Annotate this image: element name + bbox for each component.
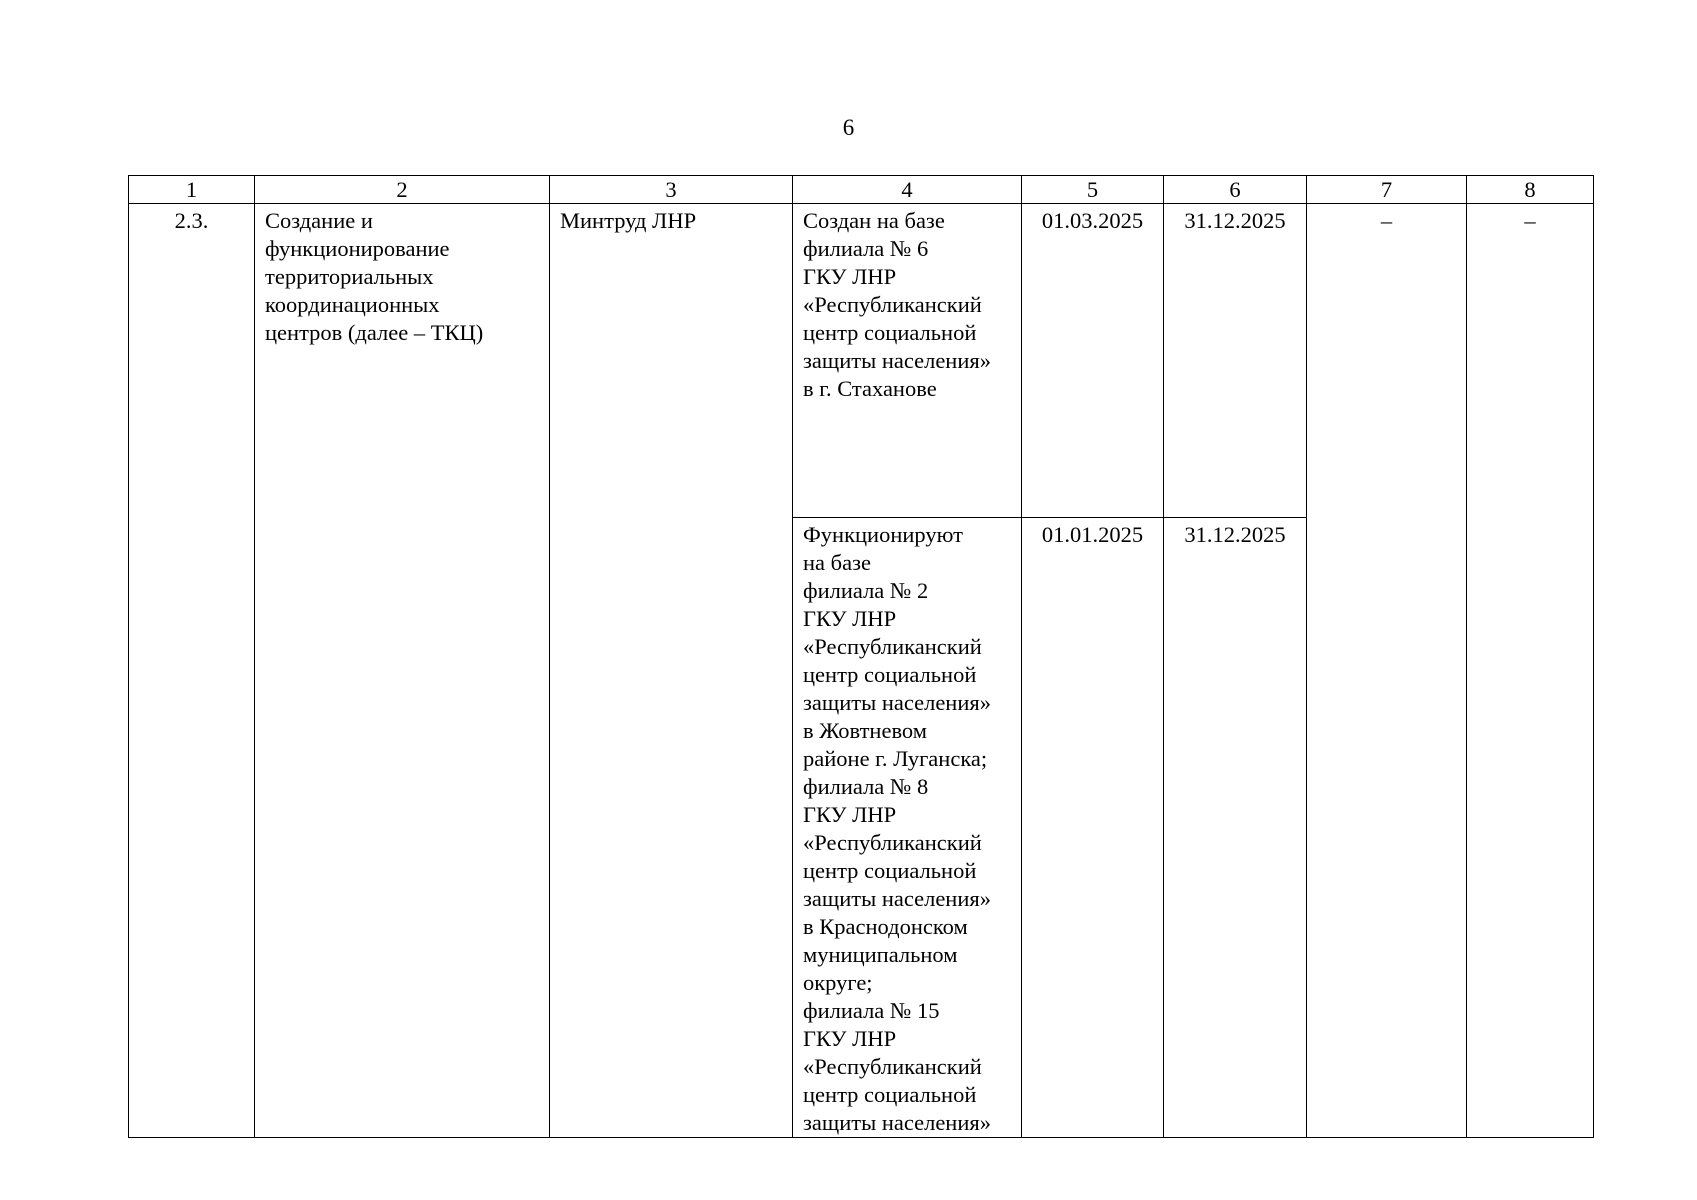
row-number-cell: [129, 204, 255, 1138]
responsible-executor: Минтруд ЛНР: [560, 208, 697, 233]
column-number-2: 2: [255, 176, 550, 204]
column-8-cell: [1467, 204, 1594, 1138]
column-number-6: 6: [1164, 176, 1307, 204]
row-number: 2.3.: [174, 208, 209, 233]
column-7-cell: [1307, 204, 1467, 1138]
start-date-1: 01.03.2025: [1041, 208, 1144, 233]
activity-cell: [255, 204, 550, 1138]
activities-table: [128, 175, 1594, 1138]
description-cell-1: [793, 204, 1022, 518]
description-2: Функционируют на базе филиала № 2 ГКУ ЛНР «Республиканский центр социальной защиты населения» в Жовтневом районе г. Луганска; филиала № 8 ГКУ ЛНР «Республиканский центр социальной защиты населения» в Краснодонском муниципальном округе; филиала № 15 ГКУ ЛНР «Республиканский центр социальной защиты населения»: [803, 522, 991, 1135]
column-number-5: 5: [1022, 176, 1164, 204]
column-number-3: 3: [550, 176, 793, 204]
end-date-cell-2: [1164, 518, 1307, 1138]
start-date-2: 01.01.2025: [1041, 522, 1144, 547]
responsible-cell: [550, 204, 793, 1138]
end-date-2: 31.12.2025: [1184, 522, 1286, 547]
activity-name: Создание и функционирование территориальных координационных центров (далее – ТКЦ): [265, 208, 484, 345]
column-number-7: 7: [1307, 176, 1467, 204]
column-7-value: –: [1380, 208, 1393, 233]
description-1: Создан на базе филиала № 6 ГКУ ЛНР «Республиканский центр социальной защиты населения» в г. Стаханове: [803, 208, 991, 401]
table-header-row: [129, 176, 1594, 204]
start-date-cell-2: [1022, 518, 1164, 1138]
end-date-1: 31.12.2025: [1184, 208, 1286, 233]
column-number-1: 1: [129, 176, 255, 204]
description-cell-2: [793, 518, 1022, 1138]
page-number: 6: [842, 115, 855, 140]
table-row: [129, 204, 1594, 518]
column-8-value: –: [1524, 208, 1536, 233]
column-number-4: 4: [793, 176, 1022, 204]
start-date-cell-1: [1022, 204, 1164, 518]
end-date-cell-1: [1164, 204, 1307, 518]
column-number-8: 8: [1467, 176, 1594, 204]
